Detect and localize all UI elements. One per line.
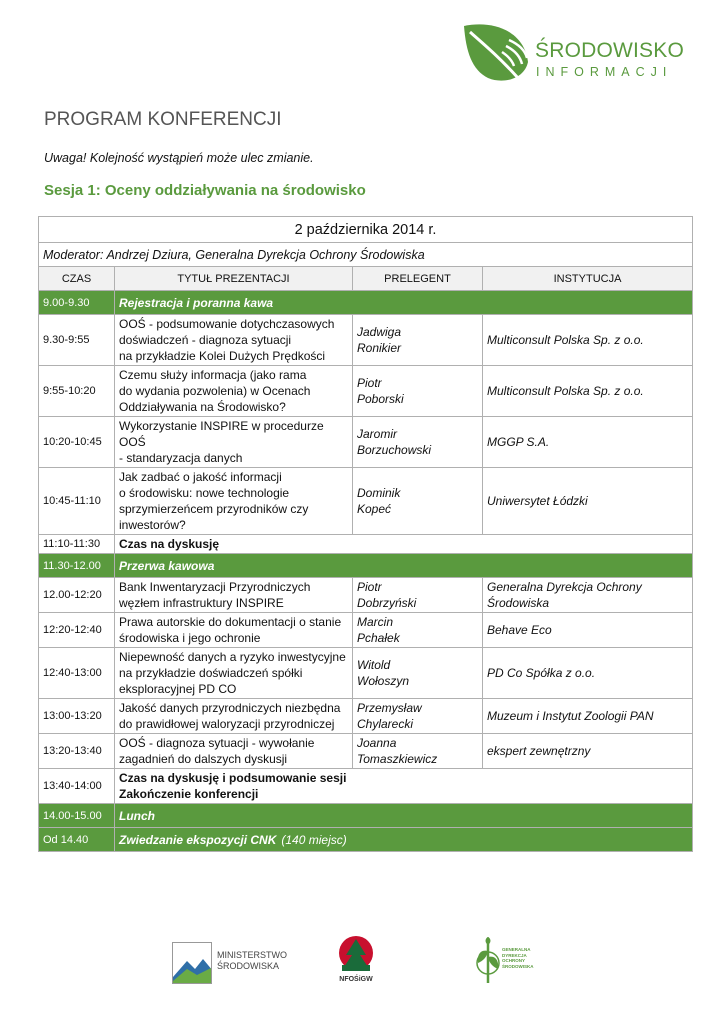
text-line: Zakończenie konferencji [119,787,259,801]
row-title [115,468,353,535]
row-institution: Muzeum i Instytut Zoologii PAN [483,699,693,734]
header-speaker: PRELEGENT [353,267,483,291]
leaf-logo-icon [462,22,532,84]
text-line: węzłem infrastruktury INSPIRE [119,596,284,610]
row-time: 12:40-13:00 [39,648,115,699]
session-heading: Sesja 1: Oceny oddziaływania na środowisko [44,182,366,199]
text-line: Witold [357,658,391,672]
row-break-label [115,804,693,828]
program-row [39,468,693,535]
plant-icon [475,937,501,985]
program-table [38,216,693,852]
text-line: Niepewność danych a ryzyko inwestycyjne [119,650,346,664]
date-cell: 2 października 2014 r. [39,217,693,243]
text-line: Czas na dyskusję [119,537,220,551]
row-speaker [353,578,483,613]
moderator-cell: Moderator: Andrzej Dziura, Generalna Dyrekcja Ochrony Środowiska [39,243,693,267]
row-time: 10:20-10:45 [39,417,115,468]
text-line: Jakość danych przyrodniczych niezbędna [119,701,341,715]
break-text: Rejestracja i poranna kawa [119,295,274,310]
text-line: inwestorów? [119,518,186,532]
text-line: OOŚ - podsumowanie dotychczasowych [119,317,335,331]
text-line: Dominik [357,486,401,500]
text-line: środowiska i jego ochronie [119,631,261,645]
program-row [39,734,693,769]
text-line: Oddziaływania na Środowisko? [119,400,286,414]
text-line: na przykładzie doświadczeń spółki [119,666,303,680]
text-line: zagadnień do dalszych dyskusji [119,752,288,766]
text-line: Joanna [357,736,397,750]
program-row [39,315,693,366]
row-speaker [353,648,483,699]
row-title [115,648,353,699]
row-time: 13:20-13:40 [39,734,115,769]
text-line: Wykorzystanie INSPIRE w procedurze OOŚ [119,419,324,449]
program-row [39,417,693,468]
text-line: Piotr [357,580,382,594]
row-break-label [115,554,693,578]
text-line: Jak zadbać o jakość informacji [119,470,282,484]
row-time: 12.00-12:20 [39,578,115,613]
program-row [39,535,693,554]
header-institution: INSTYTUCJA [483,267,693,291]
row-institution: MGGP S.A. [483,417,693,468]
program-row [39,828,693,852]
program-row [39,613,693,648]
srodowisko-informacji-logo [462,22,685,84]
program-row [39,699,693,734]
ministry-text: MINISTERSTWO ŚRODOWISKA [217,950,287,971]
row-title [115,366,353,417]
row-speaker [353,468,483,535]
program-row [39,804,693,828]
text-line: Bank Inwentaryzacji Przyrodniczych [119,580,311,594]
text-line: Tomaszkiewicz [357,752,438,766]
row-title [115,315,353,366]
program-row [39,769,693,804]
row-title [115,734,353,769]
tree-circle-icon [336,935,376,975]
text-line: Piotr [357,376,382,390]
header-time: CZAS [39,267,115,291]
text-line: Jadwiga [357,325,402,339]
program-row [39,578,693,613]
row-speaker [353,613,483,648]
gdos-logo [475,937,535,987]
gdos-text: GENERALNA DYREKCJA OCHRONY ŚRODOWISKA [502,947,534,969]
text-line: na przykładzie Kolei Dużych Prędkości [119,349,326,363]
program-row [39,648,693,699]
break-text: Lunch [119,808,155,823]
footer-logos [0,935,725,995]
text-line: Wołoszyn [357,674,410,688]
text-line: Dobrzyński [357,596,417,610]
text-line: sprzymierzeńcem przyrodników czy [119,502,309,516]
row-title [115,613,353,648]
program-row [39,366,693,417]
row-time: 9.00-9.30 [39,291,115,315]
row-break-label [115,291,693,315]
text-line: Ronikier [357,341,402,355]
text-line: Czas na dyskusję i podsumowanie sesji [119,771,347,785]
text-line: - standaryzacja danych [119,451,243,465]
text-line: Prawa autorskie do dokumentacji o stanie [119,615,342,629]
row-title [115,699,353,734]
break-text: Zwiedzanie ekspozycji CNK [119,832,277,847]
row-institution: PD Co Spółka z o.o. [483,648,693,699]
row-institution: Uniwersytet Łódzki [483,468,693,535]
header-title: TYTUŁ PREZENTACJI [115,267,353,291]
row-break-label [115,828,693,852]
ministry-logo [172,942,287,984]
row-institution: Multiconsult Polska Sp. z o.o. [483,366,693,417]
row-time: 10:45-11:10 [39,468,115,535]
row-time: 11:10-11:30 [39,535,115,554]
row-speaker [353,734,483,769]
text-line: Marcin [357,615,394,629]
row-time: Od 14.40 [39,828,115,852]
row-title [115,578,353,613]
text-line: eksploracyjnej PD CO [119,682,237,696]
row-title [115,417,353,468]
text-line: Czemu służy informacja (jako rama [119,368,307,382]
program-row [39,554,693,578]
break-extra: (140 miejsc) [281,832,347,847]
row-institution: Multiconsult Polska Sp. z o.o. [483,315,693,366]
logo-line2: INFORMACJI [536,65,673,79]
text-line: do prawidłowej waloryzacji przyrodniczej [119,717,335,731]
text-line: Pchałek [357,631,400,645]
row-speaker [353,366,483,417]
program-row [39,291,693,315]
row-institution: Generalna Dyrekcja Ochrony Środowiska [483,578,693,613]
text-line: Borzuchowski [357,443,432,457]
row-speaker [353,315,483,366]
row-speaker [353,417,483,468]
row-time: 13:40-14:00 [39,769,115,804]
break-text: Przerwa kawowa [119,558,215,573]
row-discussion [115,535,693,554]
mountain-icon [172,942,212,984]
text-line: doświadczeń - diagnoza sytuacji [119,333,292,347]
text-line: Przemysław [357,701,422,715]
row-time: 9:55-10:20 [39,366,115,417]
notice-text: Uwaga! Kolejność wystąpień może ulec zmianie. [44,151,314,165]
text-line: Kopeć [357,502,392,516]
text-line: do wydania pozwolenia) w Ocenach [119,384,311,398]
row-institution: ekspert zewnętrzny [483,734,693,769]
text-line: Poborski [357,392,404,406]
nfosigw-logo: NFOŚiGW [336,935,376,991]
text-line: Jaromir [357,427,398,441]
row-speaker [353,699,483,734]
row-time: 11.30-12.00 [39,554,115,578]
row-discussion [115,769,693,804]
row-time: 14.00-15.00 [39,804,115,828]
text-line: Chylarecki [357,717,414,731]
text-line: o środowisku: nowe technologie [119,486,290,500]
page-title: PROGRAM KONFERENCJI [44,109,282,130]
row-institution: Behave Eco [483,613,693,648]
row-time: 9.30-9:55 [39,315,115,366]
row-time: 13:00-13:20 [39,699,115,734]
text-line: OOŚ - diagnoza sytuacji - wywołanie [119,736,315,750]
logo-line1: ŚRODOWISKO [535,39,685,62]
row-time: 12:20-12:40 [39,613,115,648]
